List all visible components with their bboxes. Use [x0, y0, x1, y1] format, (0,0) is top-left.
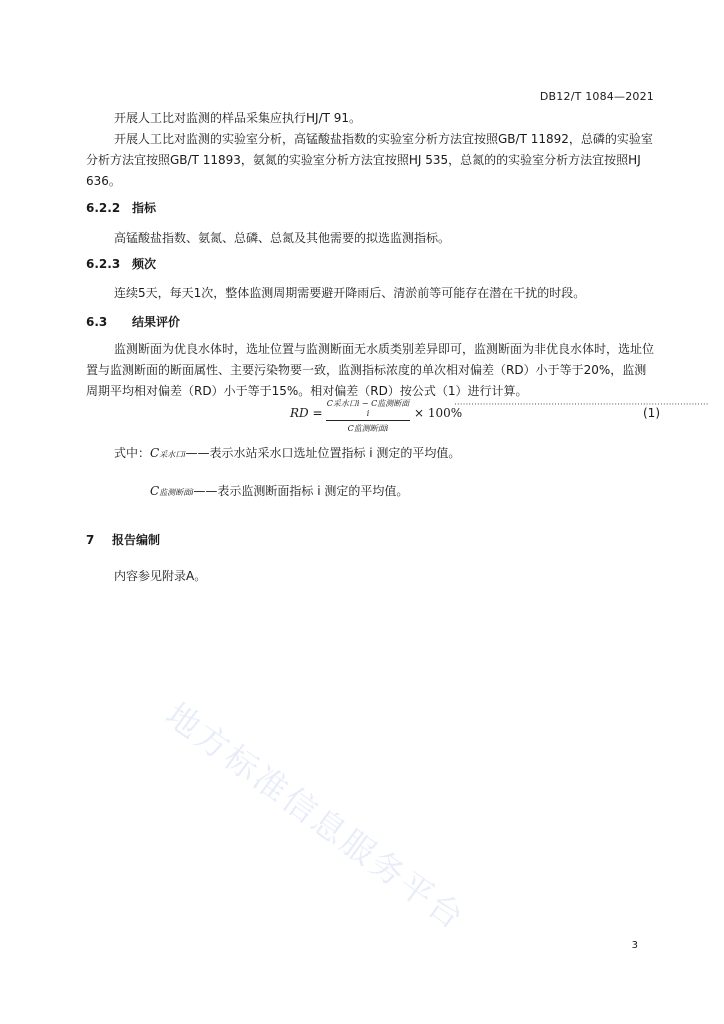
formula-rhs: × 100% [414, 406, 463, 420]
fraction-bar [326, 420, 410, 421]
section-7-text: 内容参见附录A。 [114, 569, 207, 583]
section-7-heading [86, 531, 160, 548]
formula-fraction [326, 398, 410, 434]
definition-c-section [150, 482, 408, 499]
section-number: 6.2.2 [86, 201, 121, 215]
formula-denominator: C监测断面i [347, 424, 389, 433]
section-number: 7 [86, 533, 95, 547]
definition-subscript: 监测断面i [159, 488, 194, 497]
relative-deviation-formula [290, 398, 709, 433]
section-6-3-heading [86, 313, 180, 330]
section-title: 频次 [132, 257, 157, 271]
section-number: 6.3 [86, 315, 108, 329]
definition-symbol: C [150, 484, 160, 498]
section-6-2-3-text: 连续5天，每天1次，整体监测周期需要避开降雨后、清淤前等可能存在潜在干扰的时段。 [114, 286, 586, 300]
section-title: 报告编制 [112, 533, 161, 547]
section-6-2-2-text: 高锰酸盐指数、氨氮、总磷、总氮及其他需要的拟选监测指标。 [114, 231, 451, 245]
definition-subscript: 采水口i [159, 450, 186, 459]
definition-text: ——表示监测断面指标 i 测定的平均值。 [193, 484, 409, 498]
definition-text: ——表示水站采水口选址位置指标 i 测定的平均值。 [185, 446, 461, 460]
section-6-2-3-heading [86, 255, 156, 272]
page-number: 3 [631, 940, 638, 951]
definition-symbol: C [150, 446, 160, 460]
watermark: 地方标准信息服务平台 [158, 694, 473, 939]
section-number: 6.2.3 [86, 257, 121, 271]
formula-leader-dots: ························································································· [454, 400, 709, 410]
section-title: 指标 [132, 201, 157, 215]
intro-sampling-paragraph: 开展人工比对监测的样品采集应执行HJ/T 91。 [114, 111, 362, 125]
formula-lhs: RD = [290, 406, 323, 420]
section-6-3-text: 监测断面为优良水体时，选址位置与监测断面无水质类别差异即可，监测断面为非优良水体时，选址位置与监测断面的断面属性、主要污染物要一致，监测指标浓度的单次相对偏差（RD）小于等于20%，监测周期平均相对偏差（RD）小于等于15%。相对偏差（RD）按公式（1）进行计算。 [86, 342, 655, 398]
standard-code: DB12/T 1084—2021 [539, 90, 654, 103]
definition-c-intake [114, 444, 460, 461]
formula-numerator: C采水口i − C监测断面i [326, 399, 410, 418]
intro-analysis-paragraph: 开展人工比对监测的实验室分析，高锰酸盐指数的实验室分析方法宜按照GB/T 11892，总磷的实验室分析方法宜按照GB/T 11893，氨氮的实验室分析方法宜按照HJ 535，总氮的的实验室分析方法宜按照HJ 636。 [86, 132, 653, 188]
equation-number: (1) [643, 406, 660, 420]
section-title: 结果评价 [132, 315, 181, 329]
definition-prefix: 式中： [114, 446, 151, 460]
section-6-2-2-heading [86, 199, 156, 216]
